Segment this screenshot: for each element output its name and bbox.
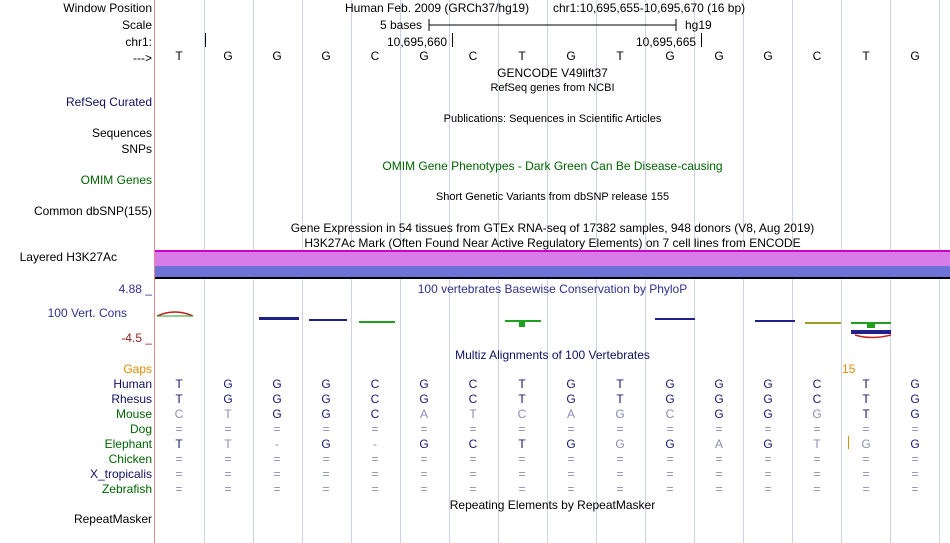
sequence-base: G [223, 49, 233, 63]
label-cons-min: -4.5 _ [121, 331, 152, 345]
alignment-base: G [763, 377, 773, 391]
alignment-base: G [665, 437, 675, 451]
alignment-base: = [862, 467, 870, 481]
alignment-base: = [911, 467, 919, 481]
header-assembly: Human Feb. 2009 (GRCh37/hg19) [345, 1, 530, 15]
publications-track-title: Publications: Sequences in Scientific Articles [443, 113, 662, 125]
gencode-track-title: GENCODE V49lift37 [497, 66, 608, 80]
sequence-base: G [419, 49, 429, 63]
label-gaps[interactable]: Gaps [123, 362, 152, 376]
alignment-base: C [517, 407, 527, 421]
alignment-base: = [224, 422, 232, 436]
alignment-base: G [714, 392, 724, 406]
species-label[interactable]: Mouse [115, 407, 152, 421]
alignment-base: T [862, 392, 870, 406]
alignment-base: = [715, 482, 723, 496]
alignment-base: = [420, 467, 428, 481]
alignment-base: T [224, 437, 232, 451]
ruler-label-2: 10,695,665 [636, 35, 697, 49]
alignment-base: = [224, 467, 232, 481]
dbsnp-track-title: Short Genetic Variants from dbSNP release 155 [435, 191, 670, 203]
alignment-base: G [665, 392, 675, 406]
label-common-snp[interactable]: Common dbSNP(155) [33, 204, 152, 218]
alignment-base: = [469, 422, 477, 436]
alignment-base: = [911, 422, 919, 436]
alignment-base: C [174, 407, 184, 421]
alignment-base: = [224, 452, 232, 466]
alignment-base: G [321, 392, 331, 406]
label-sequences[interactable]: Sequences [91, 126, 152, 140]
alignment-base: G [272, 407, 282, 421]
alignment-base: T [616, 392, 624, 406]
species-label[interactable]: Dog [129, 422, 152, 436]
alignment-base: = [764, 482, 772, 496]
alignment-base: = [715, 452, 723, 466]
alignment-base: = [469, 482, 477, 496]
alignment-base: = [518, 452, 526, 466]
alignment-base: G [321, 437, 331, 451]
ruler-tick-start [205, 33, 206, 47]
alignment-base: = [862, 422, 870, 436]
label-cons-name[interactable]: 100 Vert. Cons [47, 306, 127, 320]
alignment-base: = [469, 467, 477, 481]
alignment-base: T [518, 392, 526, 406]
alignment-base: G [223, 392, 233, 406]
species-label[interactable]: Zebrafish [101, 482, 152, 496]
sequence-base: G [566, 49, 576, 63]
alignment-base: = [175, 482, 183, 496]
alignment-base: C [812, 377, 822, 391]
ruler-label-1: 10,695,660 [387, 35, 448, 49]
ruler-tick-2 [701, 33, 702, 47]
alignment-base: = [371, 467, 379, 481]
phylop-signal[interactable] [155, 310, 950, 342]
alignment-base: G [566, 392, 576, 406]
alignment-base: G [763, 437, 773, 451]
sequence-base: T [616, 49, 624, 63]
alignment-base: = [175, 422, 183, 436]
label-refseq[interactable]: RefSeq Curated [65, 95, 152, 109]
species-label[interactable]: X_tropicalis [89, 467, 152, 481]
alignment-base: A [419, 407, 428, 421]
alignment-base: = [224, 482, 232, 496]
alignment-base: G [615, 437, 625, 451]
alignment-base: = [273, 422, 281, 436]
alignment-base: G [272, 377, 282, 391]
sequence-base: C [812, 49, 822, 63]
alignment-base: = [567, 452, 575, 466]
label-repeatmasker[interactable]: RepeatMasker [73, 512, 152, 526]
alignment-base: = [911, 482, 919, 496]
species-label[interactable]: Elephant [104, 437, 152, 451]
track-label-column [0, 0, 154, 543]
alignment-base: = [862, 452, 870, 466]
alignment-base: = [518, 467, 526, 481]
repeatmasker-track-title: Repeating Elements by RepeatMasker [449, 498, 656, 512]
alignment-base: G [861, 437, 871, 451]
alignment-base: G [419, 392, 429, 406]
alignment-base: G [223, 377, 233, 391]
alignment-base: = [616, 467, 624, 481]
label-omim[interactable]: OMIM Genes [80, 173, 152, 187]
alignment-base: = [420, 422, 428, 436]
alignment-base: = [371, 452, 379, 466]
alignment-base: = [273, 482, 281, 496]
alignment-base: = [666, 467, 674, 481]
scale-db: hg19 [685, 18, 712, 32]
species-label[interactable]: Chicken [108, 452, 152, 466]
alignment-base: G [714, 377, 724, 391]
alignment-base: A [714, 437, 723, 451]
header-position: chr1:10,695,655-10,695,670 (16 bp) [553, 1, 746, 15]
alignment-base: T [518, 377, 526, 391]
alignment-base: T [175, 437, 183, 451]
alignment-base: = [813, 422, 821, 436]
alignment-base: T [813, 437, 821, 451]
alignment-base: = [567, 482, 575, 496]
alignment-base: = [764, 467, 772, 481]
alignment-base: G [419, 377, 429, 391]
alignment-base: G [910, 392, 920, 406]
scale-bar [425, 18, 685, 32]
gap-count: 15 [842, 362, 856, 376]
sequence-base: C [370, 49, 380, 63]
alignment-base: C [468, 437, 478, 451]
sequence-base: T [518, 49, 526, 63]
alignment-base: T [862, 407, 870, 421]
label-scale[interactable]: Scale [121, 18, 152, 32]
sequence-base: T [862, 49, 870, 63]
alignment-base: - [373, 437, 377, 451]
alignment-base: = [813, 452, 821, 466]
alignment-base: = [273, 452, 281, 466]
sequence-base: G [763, 49, 773, 63]
alignment-base: C [370, 392, 380, 406]
alignment-base: G [763, 407, 773, 421]
sequence-base: G [272, 49, 282, 63]
omim-track-title: OMIM Gene Phenotypes - Dark Green Can Be Disease-causing [382, 159, 723, 173]
label-layered-h3k27ac[interactable]: Layered H3K27Ac [19, 250, 117, 264]
species-label[interactable]: Rhesus [111, 392, 152, 406]
alignment-base: = [322, 422, 330, 436]
alignment-base: T [175, 377, 183, 391]
alignment-base: T [616, 377, 624, 391]
alignment-base: G [763, 392, 773, 406]
alignment-base: = [518, 422, 526, 436]
alignment-base: = [322, 467, 330, 481]
alignment-base: C [812, 392, 822, 406]
alignment-base: T [862, 377, 870, 391]
alignment-base: = [420, 452, 428, 466]
alignment-base: = [273, 467, 281, 481]
species-label[interactable]: Human [113, 377, 152, 391]
alignment-base: T [175, 392, 183, 406]
label-window-position[interactable]: Window Position [63, 1, 152, 15]
label-chrom[interactable]: chr1: [125, 35, 152, 49]
alignment-base: = [616, 422, 624, 436]
alignment-base: = [567, 422, 575, 436]
alignment-base: A [566, 407, 575, 421]
alignment-base: = [911, 452, 919, 466]
alignment-base: = [322, 482, 330, 496]
sequence-base: T [175, 49, 183, 63]
label-cons-max: 4.88 _ [118, 282, 152, 296]
alignment-base: C [370, 407, 380, 421]
multiz-track-title: Multiz Alignments of 100 Vertebrates [455, 348, 650, 362]
alignment-base: = [322, 452, 330, 466]
alignment-base: = [616, 452, 624, 466]
ruler-tick-1 [452, 33, 453, 47]
alignment-base: G [615, 407, 625, 421]
alignment-base: = [420, 482, 428, 496]
alignment-base: G [321, 377, 331, 391]
alignment-base: = [518, 482, 526, 496]
alignment-base: T [518, 437, 526, 451]
alignment-base: - [275, 437, 279, 451]
alignment-base: = [666, 452, 674, 466]
alignment-base: = [469, 452, 477, 466]
sequence-base: G [714, 49, 724, 63]
alignment-base: = [862, 482, 870, 496]
scale-text: 5 bases [380, 18, 423, 32]
alignment-base: = [371, 422, 379, 436]
alignment-base: G [566, 437, 576, 451]
alignment-base: G [714, 407, 724, 421]
alignment-base: C [370, 377, 380, 391]
alignment-base: = [567, 467, 575, 481]
alignment-base: = [813, 482, 821, 496]
alignment-base: = [666, 422, 674, 436]
alignment-base: G [272, 392, 282, 406]
alignment-base: G [910, 437, 920, 451]
alignment-base: = [715, 422, 723, 436]
gtex-track-title: Gene Expression in 54 tissues from GTEx RNA-seq of 17382 samples, 948 donors (V8, Aug 2019) [290, 221, 815, 235]
alignment-base: = [813, 467, 821, 481]
sequence-base: G [321, 49, 331, 63]
alignment-base: T [224, 407, 232, 421]
alignment-base: G [419, 437, 429, 451]
track-image-area[interactable] [155, 0, 950, 543]
alignment-base: = [175, 452, 183, 466]
alignment-base: G [566, 377, 576, 391]
sequence-base: G [910, 49, 920, 63]
gap-marker [848, 436, 849, 449]
alignment-base: G [665, 377, 675, 391]
alignment-base: = [616, 482, 624, 496]
h3k27ac-track-title: H3K27Ac Mark (Often Found Near Active Regulatory Elements) on 7 cell lines from ENCODE [304, 236, 801, 250]
alignment-base: G [321, 407, 331, 421]
alignment-base: G [812, 407, 822, 421]
refseq-track-subtitle: RefSeq genes from NCBI [490, 82, 615, 94]
alignment-base: = [371, 482, 379, 496]
alignment-base: T [469, 407, 477, 421]
alignment-base: = [175, 467, 183, 481]
alignment-base: G [910, 377, 920, 391]
alignment-base: = [764, 452, 772, 466]
phylop-track-title: 100 vertebrates Basewise Conservation by PhyloP [417, 282, 688, 296]
alignment-base: = [715, 467, 723, 481]
h3k27ac-signal-band[interactable] [155, 250, 950, 266]
alignment-base: G [910, 407, 920, 421]
alignment-base: = [666, 482, 674, 496]
label-strand[interactable]: ---> [133, 51, 152, 65]
alignment-base: C [665, 407, 675, 421]
alignment-base: C [468, 392, 478, 406]
alignment-base: C [468, 377, 478, 391]
h3k27ac-baseline [155, 277, 950, 279]
label-snps[interactable]: SNPs [121, 142, 152, 156]
alignment-base: = [764, 422, 772, 436]
sequence-base: C [468, 49, 478, 63]
sequence-base: G [665, 49, 675, 63]
